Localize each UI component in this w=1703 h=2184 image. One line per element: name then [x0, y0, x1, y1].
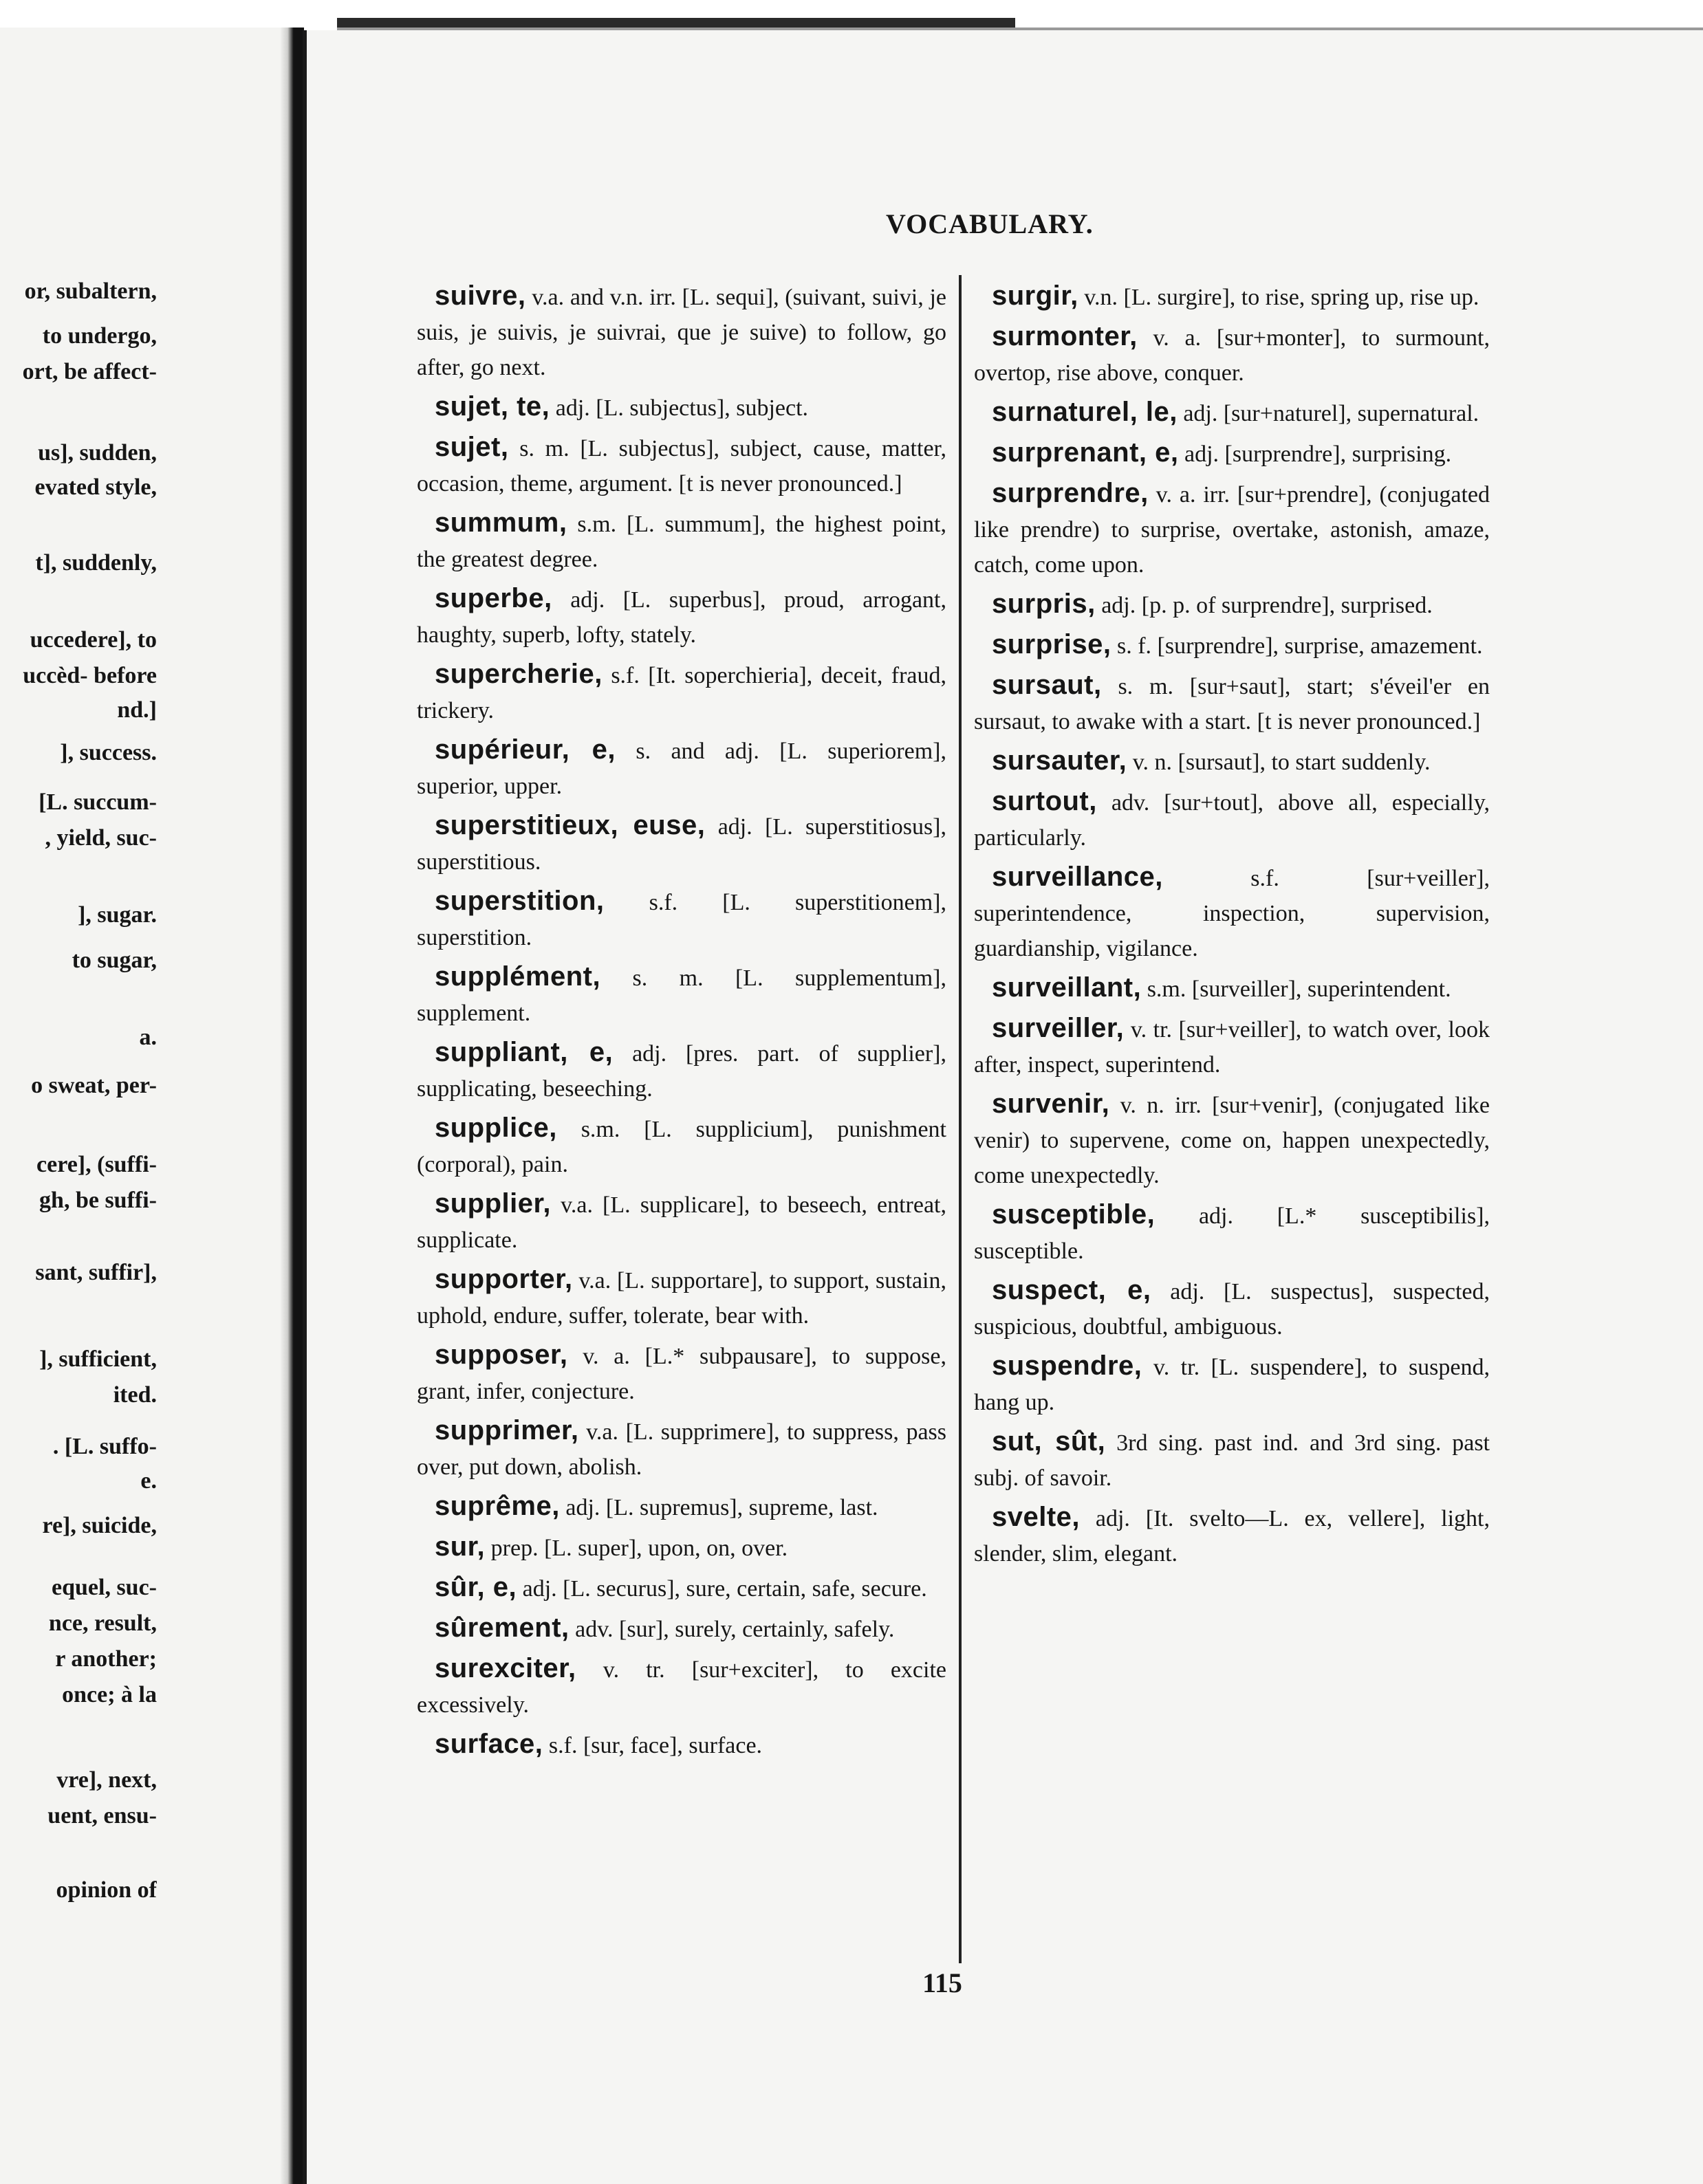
entry-definition: adj. [It. svelto—L. ex, vellere], light, slender, slim, elegant. [974, 1506, 1490, 1566]
entry-headword: sursaut, [992, 670, 1102, 700]
entry-definition: adj. [L. supremus], supreme, last. [559, 1495, 878, 1520]
vocabulary-entry [417, 657, 946, 728]
book-gutter [281, 28, 304, 2184]
vocabulary-entry [417, 1610, 946, 1647]
entry-definition: adv. [sur+tout], above all, especially, particularly. [974, 790, 1490, 851]
left-page-fragment: ], success. [60, 740, 157, 765]
entry-headword: superbe, [435, 583, 552, 613]
entry-headword: sûr, e, [435, 1572, 517, 1602]
left-page-fragment: ort, be affect- [22, 359, 157, 384]
entry-headword: sursauter, [992, 745, 1127, 776]
entry-headword: sur, [435, 1531, 486, 1562]
entry-headword: surpris, [992, 589, 1096, 619]
entry-headword: sujet, te, [435, 391, 550, 422]
entry-definition: adj. [L. securus], sure, certain, safe, secure. [517, 1576, 927, 1602]
vocabulary-entry [417, 430, 946, 501]
vocabulary-entry [974, 860, 1490, 966]
vocabulary-entry [417, 808, 946, 880]
vocabulary-entry [417, 581, 946, 653]
left-page-fragment: or, subaltern, [24, 279, 157, 304]
entry-headword: surmonter, [992, 321, 1138, 351]
vocabulary-entry [417, 1529, 946, 1566]
entry-definition: s.f. [sur, face], surface. [543, 1733, 763, 1758]
left-page-fragment: evated style, [34, 474, 157, 500]
entry-definition: v. a. [sur+monter], to surmount, overtop, rise above, conquer. [974, 325, 1490, 386]
left-page-fragment: ], sugar. [78, 902, 157, 928]
entry-definition: adj. [L. subjectus], subject. [550, 395, 809, 421]
left-page-fragment: nce, result, [48, 1610, 157, 1636]
entry-headword: surveiller, [992, 1013, 1125, 1043]
vocabulary-entry [974, 668, 1490, 739]
vocabulary-entry [974, 1500, 1490, 1571]
entry-headword: sûrement, [435, 1613, 570, 1643]
entry-definition: adv. [sur], surely, certainly, safely. [569, 1617, 895, 1642]
entry-definition: v.a. and v.n. irr. [L. sequi], (suivant, suivi, je suis, je suivis, je suivrai, que je suive) to follow, go after, go next. [417, 285, 946, 380]
entry-headword: supplice, [435, 1113, 557, 1143]
vocabulary-entry [417, 1727, 946, 1763]
entry-definition: adj. [L. suspectus], suspected, suspicious, doubtful, ambiguous. [974, 1279, 1490, 1340]
entry-headword: supercherie, [435, 659, 603, 689]
entry-definition: v. tr. [sur+veiller], to watch over, look after, inspect, superintend. [974, 1017, 1490, 1078]
vocabulary-entry [974, 627, 1490, 664]
vocabulary-entry [974, 784, 1490, 855]
vocabulary-entry [417, 1651, 946, 1723]
entry-definition: v.n. [L. surgire], to rise, spring up, rise up. [1078, 285, 1479, 310]
left-page-fragment: o sweat, per- [31, 1073, 157, 1098]
entry-definition: s. f. [surprendre], surprise, amazement. [1111, 633, 1483, 659]
entry-definition: adj. [sur+naturel], supernatural. [1177, 401, 1479, 426]
left-page-fragment: us], sudden, [38, 440, 157, 466]
vocabulary-entry [974, 587, 1490, 623]
page-number: 115 [922, 1967, 962, 1998]
entry-definition: v. a. irr. [sur+prendre], (conjugated like prendre) to surprise, overtake, astonish, amaze, catch, come upon. [974, 482, 1490, 578]
entry-headword: supposer, [435, 1340, 568, 1370]
entry-headword: summum, [435, 507, 567, 538]
entry-headword: surprise, [992, 629, 1111, 659]
left-page-fragment: . [L. suffo- [52, 1434, 157, 1459]
entry-headword: suprême, [435, 1491, 560, 1521]
entry-definition: s.f. [It. soperchieria], deceit, fraud, trickery. [417, 663, 946, 723]
entry-definition: adj. [L. superstitiosus], superstitious. [417, 814, 946, 875]
vocabulary-entry [974, 1086, 1490, 1193]
entry-headword: surprendre, [992, 478, 1149, 508]
vocabulary-entry [974, 476, 1490, 582]
left-page-fragment: cere], (suffi- [36, 1152, 157, 1177]
entry-headword: susceptible, [992, 1199, 1156, 1230]
entry-headword: survenir, [992, 1089, 1110, 1119]
entry-definition: s.f. [sur+veiller], superintendence, inspection, supervision, guardianship, vigilance. [974, 866, 1490, 961]
entry-headword: suppliant, e, [435, 1037, 614, 1067]
vocabulary-entry [417, 732, 946, 804]
left-page-fragment: a. [139, 1025, 157, 1050]
entry-definition: v.a. [L. supprimere], to suppress, pass over, put down, abolish. [417, 1419, 946, 1480]
vocabulary-entry [417, 1337, 946, 1409]
left-page-fragment: to sugar, [72, 948, 157, 973]
vocabulary-entry [417, 1262, 946, 1333]
entry-definition: adj. [L. superbus], proud, arrogant, haughty, superb, lofty, stately. [417, 587, 946, 648]
left-page-fragment: [L. succum- [39, 789, 157, 815]
left-page-fragment: once; à la [62, 1682, 157, 1707]
entry-definition: v.a. [L. supplicare], to beseech, entreat, supplicate. [417, 1192, 946, 1253]
book-top-edge [337, 18, 1015, 28]
vocabulary-entry [417, 279, 946, 385]
vocabulary-entry [417, 1035, 946, 1106]
vocabulary-entry [974, 1197, 1490, 1269]
vocabulary-entry [974, 1011, 1490, 1082]
entry-headword: supérieur, e, [435, 734, 616, 765]
left-page-fragment: gh, be suffi- [39, 1188, 157, 1213]
entry-definition: s. m. [L. supplementum], supplement. [417, 965, 946, 1026]
entry-headword: surtout, [992, 786, 1097, 816]
vocabulary-entry [974, 319, 1490, 391]
column-divider [959, 275, 962, 1963]
entry-definition: s. and adj. [L. superiorem], superior, upper. [417, 739, 946, 799]
entry-definition: prep. [L. super], upon, on, over. [485, 1536, 788, 1561]
left-page-fragment: e. [140, 1468, 157, 1494]
left-page-fragment: to undergo, [42, 323, 157, 349]
left-page-text-fragments [0, 0, 157, 2184]
left-page-fragment: vre], next, [56, 1767, 157, 1793]
vocabulary-entry [417, 1111, 946, 1182]
entry-definition: s. m. [L. subjectus], subject, cause, matter, occasion, theme, argument. [t is never pronounced.] [417, 436, 946, 496]
left-page-fragment: equel, suc- [52, 1575, 157, 1600]
vocabulary-entry [417, 1570, 946, 1606]
entry-headword: supplier, [435, 1188, 551, 1219]
entry-definition: v. tr. [sur+exciter], to excite excessively. [417, 1657, 946, 1718]
entry-definition: s.m. [surveiller], superintendent. [1141, 976, 1451, 1002]
vocabulary-entry [417, 1413, 946, 1485]
vocabulary-entry [417, 959, 946, 1031]
entry-definition: v. n. [sursaut], to start suddenly. [1127, 750, 1431, 775]
entry-definition: v. tr. [L. suspendere], to suspend, hang up. [974, 1355, 1490, 1415]
entry-definition: s. m. [sur+saut], start; s'éveil'er en sursaut, to awake with a start. [t is never pronounced.] [974, 674, 1490, 734]
entry-headword: suivre, [435, 281, 526, 311]
entry-headword: superstitieux, euse, [435, 810, 706, 840]
vocabulary-entry [974, 435, 1490, 472]
left-page-fragment: r another; [55, 1646, 157, 1672]
entry-definition: v.a. [L. supportare], to support, sustain, uphold, endure, suffer, tolerate, bear with. [417, 1268, 946, 1329]
entry-definition: adj. [surprendre], surprising. [1178, 441, 1452, 467]
left-page-fragment: uccedere], to [30, 627, 157, 653]
entry-headword: sut, sût, [992, 1426, 1106, 1456]
running-head: VOCABULARY. [886, 208, 1094, 239]
entry-definition: v. n. irr. [sur+venir], (conjugated like venir) to supervene, come on, happen unexpectedly, come unexpectedly. [974, 1093, 1490, 1188]
entry-headword: supprimer, [435, 1415, 579, 1445]
entry-headword: suspect, e, [992, 1275, 1151, 1305]
left-page-fragment: ], sufficient, [39, 1346, 157, 1372]
entry-headword: sujet, [435, 432, 509, 462]
entry-headword: superstition, [435, 886, 605, 916]
left-page-fragment: uccèd- before [23, 663, 157, 688]
vocabulary-entry [974, 1348, 1490, 1420]
vocabulary-entry [974, 395, 1490, 431]
left-page-fragment: sant, suffir], [35, 1260, 157, 1285]
entry-headword: suspendre, [992, 1351, 1142, 1381]
entry-headword: supporter, [435, 1264, 573, 1294]
left-page-fragment: , yield, suc- [45, 825, 157, 851]
entry-definition: adj. [p. p. of surprendre], surprised. [1095, 593, 1433, 618]
entry-definition: adj. [pres. part. of supplier], supplicating, beseeching. [417, 1041, 947, 1102]
vocabulary-entry [417, 1489, 946, 1525]
entry-definition: s.m. [L. summum], the highest point, the greatest degree. [417, 512, 946, 572]
left-page-fragment: re], suicide, [42, 1513, 157, 1538]
vocabulary-entry [417, 505, 946, 577]
entry-headword: surexciter, [435, 1653, 576, 1683]
entry-definition: adj. [L.* susceptibilis], susceptible. [974, 1203, 1490, 1264]
entry-headword: surface, [435, 1729, 543, 1759]
vocabulary-entry [974, 279, 1490, 315]
left-page-fragment: nd.] [117, 697, 157, 723]
vocabulary-entry [974, 1273, 1490, 1344]
vocabulary-entry [974, 743, 1490, 780]
entry-definition: v. a. [L.* subpausare], to suppose, grant, infer, conjecture. [417, 1344, 946, 1404]
vocabulary-entry [974, 1424, 1490, 1496]
vocabulary-column-right [974, 279, 1490, 1575]
left-page-fragment: ited. [113, 1382, 157, 1408]
entry-headword: svelte, [992, 1502, 1081, 1532]
left-page-fragment: uent, ensu- [47, 1803, 157, 1828]
entry-headword: supplément, [435, 961, 601, 992]
entry-definition: s.m. [L. supplicium], punishment (corporal), pain. [417, 1117, 946, 1177]
entry-definition: 3rd sing. past ind. and 3rd sing. past subj. of savoir. [974, 1430, 1490, 1491]
entry-definition: s.f. [L. superstitionem], superstition. [417, 890, 946, 950]
vocabulary-entry [417, 1186, 946, 1258]
left-page-fragment: t], suddenly, [35, 550, 157, 576]
vocabulary-entry [417, 389, 946, 426]
vocabulary-entry [417, 884, 946, 955]
entry-headword: surgir, [992, 281, 1078, 311]
entry-headword: surnaturel, le, [992, 397, 1178, 427]
vocabulary-column-left [417, 279, 946, 1767]
entry-headword: surprenant, e, [992, 437, 1179, 468]
left-page-fragment: opinion of [56, 1877, 157, 1903]
vocabulary-entry [974, 970, 1490, 1007]
entry-headword: surveillant, [992, 972, 1142, 1003]
entry-headword: surveillance, [992, 862, 1163, 892]
